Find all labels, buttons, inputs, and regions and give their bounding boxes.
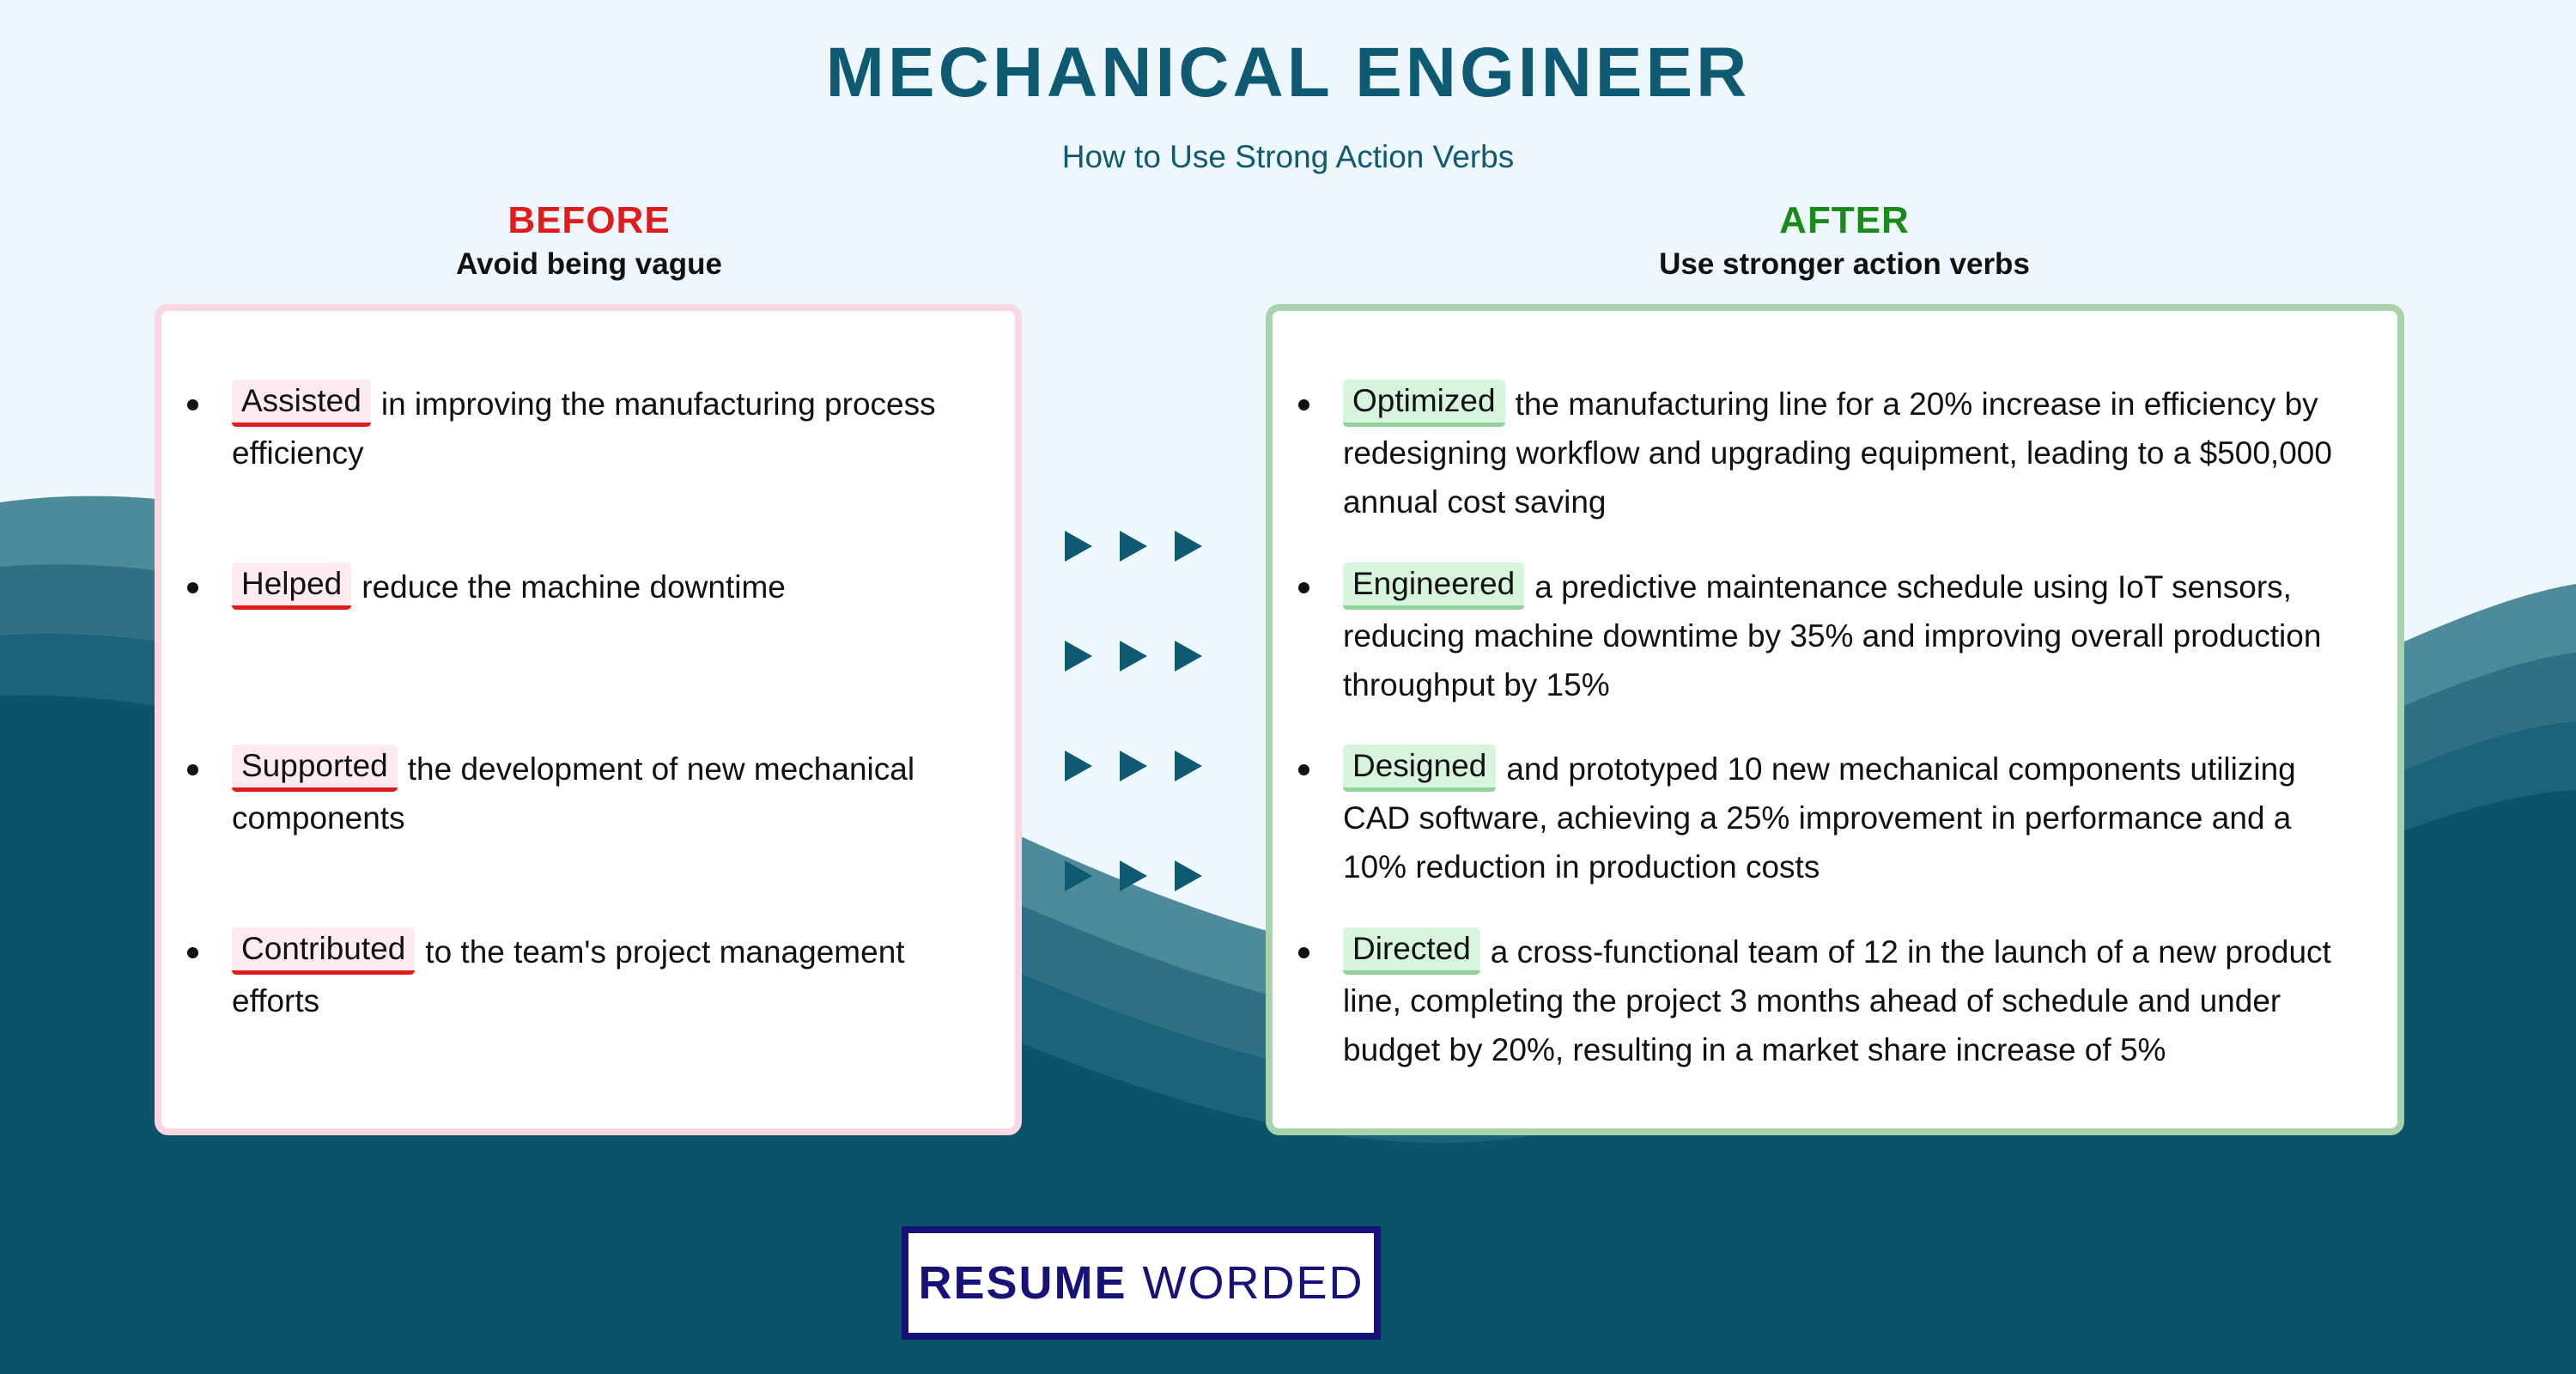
triangle-right-icon	[1120, 641, 1147, 672]
bullet-dot	[187, 582, 198, 593]
resume-worded-logo[interactable]	[902, 1226, 1381, 1340]
before-item-text: in improving the manufacturing process efficiency	[232, 386, 936, 471]
after-item	[1298, 562, 2363, 709]
bullet-dot	[187, 764, 198, 775]
after-label: AFTER	[1779, 199, 1910, 241]
triangle-right-icon	[1120, 751, 1147, 781]
after-item-text: a predictive maintenance schedule using IoT sensors, reducing machine downtime by 35% and improving overall production throughput by 15%	[1343, 569, 2322, 702]
triangle-right-icon	[1065, 751, 1092, 781]
triangle-right-icon	[1120, 860, 1147, 891]
before-verb: Supported	[232, 745, 398, 792]
before-header	[160, 199, 1018, 282]
before-item-text: to the team's project management efforts	[232, 934, 905, 1018]
bullet-dot	[1298, 947, 1309, 958]
before-item	[187, 927, 960, 1025]
page-title: MECHANICAL ENGINEER	[825, 33, 1751, 112]
after-item	[1298, 927, 2363, 1074]
brand-resume: RESUME	[918, 1257, 1127, 1309]
before-sublabel: Avoid being vague	[456, 247, 722, 281]
after-verb: Designed	[1343, 745, 1496, 792]
before-item	[187, 745, 960, 842]
arrow-group	[1065, 529, 1202, 563]
after-item-text: a cross-functional team of 12 in the launch of a new product line, completing the project 3 months ahead of schedule and under budget by 20%, resulting in a market share increase of 5%	[1343, 934, 2331, 1067]
triangle-right-icon	[1065, 860, 1092, 891]
before-verb: Helped	[232, 562, 351, 610]
arrow-group	[1065, 859, 1202, 893]
bullet-dot	[187, 947, 198, 958]
after-verb: Directed	[1343, 927, 1480, 975]
triangle-right-icon	[1065, 641, 1092, 672]
bullet-dot	[187, 399, 198, 410]
after-card	[1266, 304, 2404, 1135]
after-item	[1298, 745, 2363, 891]
triangle-right-icon	[1175, 531, 1202, 562]
before-item	[187, 562, 960, 611]
before-verb: Assisted	[232, 380, 371, 427]
after-item-text: and prototyped 10 new mechanical components utilizing CAD software, achieving a 25% improvement in performance and a 10% reduction in production costs	[1343, 751, 2296, 885]
after-item-text: the manufacturing line for a 20% increase in efficiency by redesigning workflow and upgrading equipment, leading to a $500,000 annual cost saving	[1343, 386, 2332, 520]
before-item	[187, 380, 960, 477]
before-card	[155, 304, 1022, 1135]
triangle-right-icon	[1120, 531, 1147, 562]
after-item	[1298, 380, 2363, 526]
arrow-group	[1065, 639, 1202, 673]
before-verb: Contributed	[232, 927, 415, 975]
bullet-dot	[1298, 399, 1309, 410]
triangle-right-icon	[1175, 641, 1202, 672]
triangle-right-icon	[1175, 751, 1202, 781]
triangle-right-icon	[1175, 860, 1202, 891]
brand-worded: WORDED	[1142, 1257, 1364, 1309]
triangle-right-icon	[1065, 531, 1092, 562]
bullet-dot	[1298, 764, 1309, 775]
bullet-dot	[1298, 582, 1309, 593]
before-item-text: the development of new mechanical components	[232, 751, 915, 836]
arrow-group	[1065, 749, 1202, 783]
after-sublabel: Use stronger action verbs	[1659, 247, 2030, 281]
after-verb: Engineered	[1343, 562, 1524, 610]
after-verb: Optimized	[1343, 380, 1505, 427]
after-header	[1269, 199, 2420, 282]
before-label: BEFORE	[507, 199, 671, 241]
page-subtitle: How to Use Strong Action Verbs	[1061, 139, 1515, 174]
before-item-text: reduce the machine downtime	[361, 569, 786, 605]
